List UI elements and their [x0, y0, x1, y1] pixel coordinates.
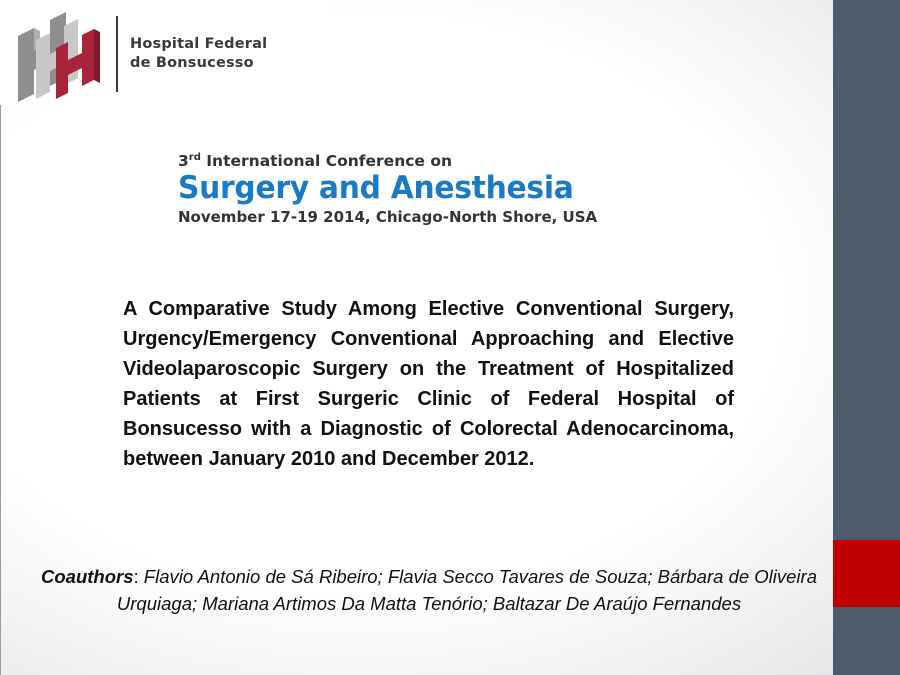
hospital-name-line1: Hospital Federal [130, 36, 268, 52]
conference-title: Surgery and Anesthesia [178, 170, 574, 207]
logo-divider [116, 16, 118, 92]
conference-heading [178, 152, 698, 170]
hospital-name [130, 35, 267, 73]
conference-ordinal-suffix: rd [188, 152, 201, 163]
slide-accent-block [833, 540, 900, 607]
coauthors-names: Flavio Antonio de Sá Ribeiro; Flavia Secco Tavares de Souza; Bárbara de Oliveira Urquiaga; Mariana Artimos Da Matta Tenório; Baltazar De Araújo Fernandes [116, 566, 817, 614]
study-title: A Comparative Study Among Elective Conventional Surgery, Urgency/Emergency Conventional Approaching and Elective Videolaparoscopic Surgery on the Treatment of Hospitalized Patients at First Surgeric Clinic of Federal Hospital of Bonsucesso with a Diagnostic of Colorectal Adenocarcinoma, between January 2010 and December 2012. [123, 298, 734, 470]
hospital-name-line2: de Bonsucesso [130, 55, 254, 71]
coauthors [40, 563, 818, 617]
conference-ordinal: 3 [178, 152, 189, 171]
conference-heading-text: International Conference on [200, 152, 453, 171]
conference-banner [178, 152, 698, 226]
coauthors-separator: : [133, 566, 144, 587]
conference-dates-location: November 17-19 2014, Chicago-North Shore, USA [178, 208, 598, 227]
slide-left-border [0, 105, 1, 675]
coauthors-label: Coauthors [41, 566, 134, 587]
hospital-logo [0, 0, 330, 105]
hospital-logo-icon [10, 8, 102, 104]
